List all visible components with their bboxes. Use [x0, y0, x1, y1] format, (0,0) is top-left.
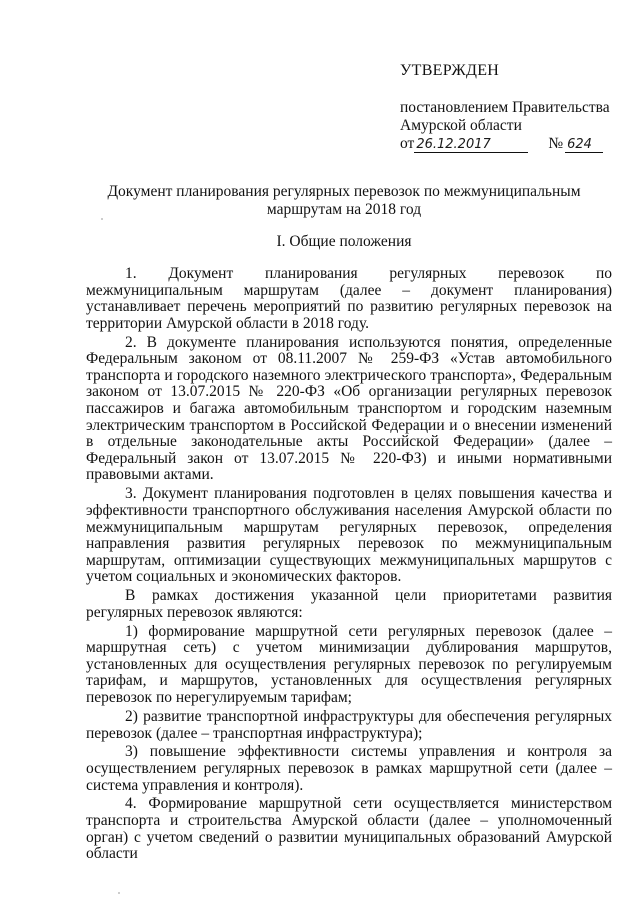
approval-line-2: Амурской области [400, 117, 522, 134]
paragraph: 2) развитие транспортной инфраструктуры для обеспечения регулярных перевозок (далее – транспортная инфраструктура); [86, 707, 612, 742]
approval-line-1: постановлением Правительства [400, 99, 610, 116]
paragraph: 2. В документе планирования используются понятия, определенные Федеральным законом от 08.11.2007 № 259-ФЗ «Устав автомобильного транспорта и городского наземного электрического транспорта», Федеральным законом от 13.07.2015 № 220-ФЗ «Об организации регулярных перевозок пассажиров и багажа автомобильным транспортом и городским наземным электрическим транспортом в Российской Федерации и о внесении изменений в отдельные законодательные акты Российской Федерации» (далее – Федеральный закон от 13.07.2015 № 220-ФЗ) и иными нормативными правовыми актами. [86, 333, 612, 484]
date-prefix: от [400, 135, 415, 152]
approval-block [400, 62, 630, 153]
handwritten-date: 26.12.2017 [414, 137, 528, 153]
document-body [86, 266, 612, 865]
scan-speck [101, 218, 103, 220]
paragraph: 1) формирование маршрутной сети регулярных перевозок (далее – маршрутная сеть) с учетом минимизации дублирования маршрутов, установленных для осуществления регулярных перевозок по регулируемым тарифам, и маршрутов, установленных для осуществления регулярных перевозок по нерегулируемым тарифам; [86, 622, 612, 707]
document-title: Документ планирования регулярных перевозок по межмуниципальным маршрутам на 2018 год [107, 183, 581, 218]
paragraph: 4. Формирование маршрутной сети осуществляется министерством транспорта и строительства Амурской области (далее – уполномоченный орган) с учетом сведений о развитии муниципальных образований Амурской области [86, 795, 612, 863]
paragraph: 1. Документ планирования регулярных перевозок по межмуниципальным маршрутам (далее – документ планирования) устанавливает перечень мероприятий по развитию регулярных перевозок на территории Амурской области в 2018 году. [86, 265, 612, 332]
handwritten-number: 624 [565, 137, 603, 153]
approval-heading: УТВЕРЖДЕН [400, 62, 500, 79]
paragraph: В рамках достижения указанной цели приоритетами развития регулярных перевозок являются: [86, 587, 612, 621]
number-prefix: № [548, 135, 564, 152]
scan-speck [118, 892, 120, 894]
approval-date-line [400, 135, 630, 153]
paragraph: 3) повышение эффективности системы управления и контроля за осуществлением регулярных перевозок в рамках маршрутной сети (далее – система управления и контроля). [86, 743, 612, 794]
paragraph: 3. Документ планирования подготовлен в целях повышения качества и эффективности транспортного обслуживания населения Амурской области по межмуниципальным маршрутам регулярных перевозок, определения направления развития регулярных перевозок по межмуниципальным маршрутам, оптимизации существующих межмуниципальных маршрутов с учетом социальных и экономических факторов. [86, 485, 612, 586]
section-heading: I. Общие положения [276, 233, 412, 250]
